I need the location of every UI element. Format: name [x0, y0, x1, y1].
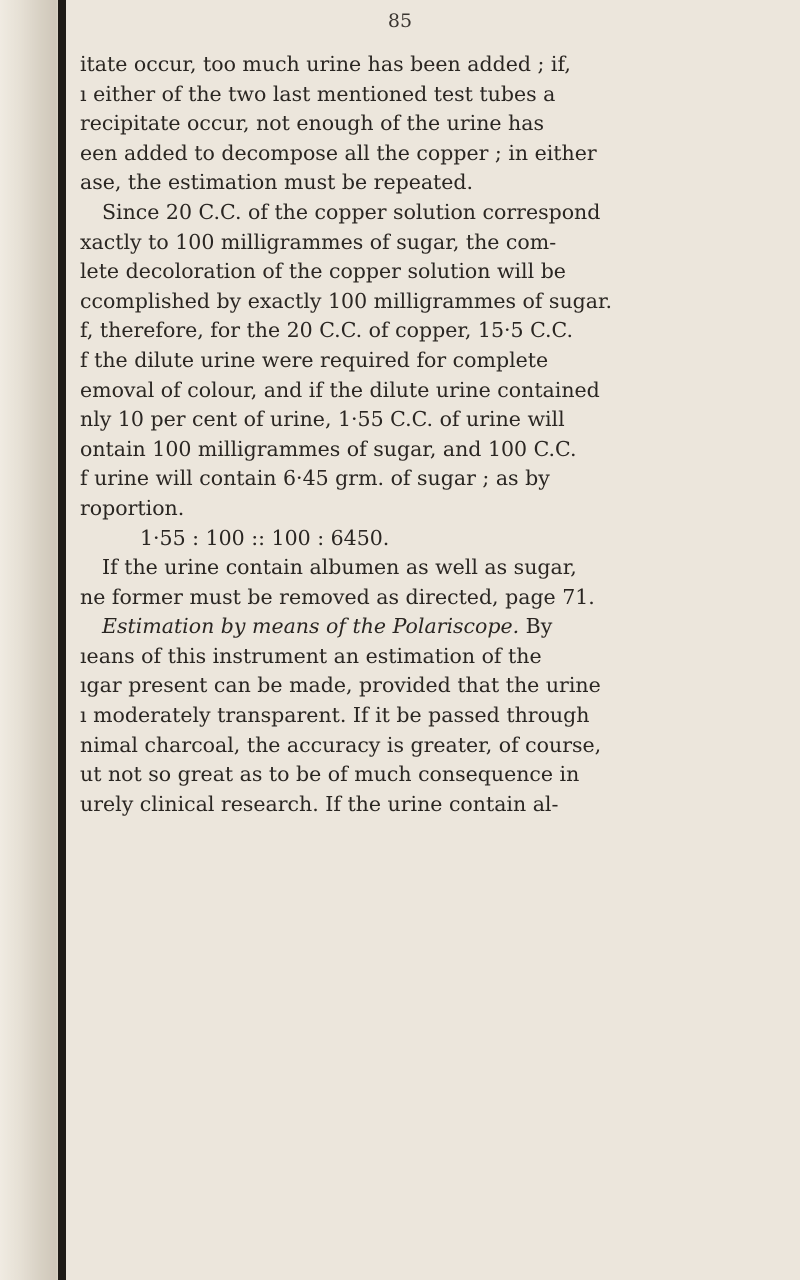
text-line: ne former must be removed as directed, page 71.: [80, 584, 595, 609]
body-text: [80, 50, 792, 819]
text-line: f, therefore, for the 20 C.C. of copper, 15·5 C.C.: [80, 318, 574, 343]
heading-tail: By: [519, 614, 553, 639]
text-line: itate occur, too much urine has been added ; if,: [80, 52, 571, 76]
text-line: ut not so great as to be of much consequence in: [80, 762, 580, 787]
text-line: nimal charcoal, the accuracy is greater, of course,: [80, 732, 602, 757]
section-heading: Estimation by means of the Polariscope.: [102, 614, 520, 639]
text-line: f the dilute urine were required for complete: [80, 347, 549, 372]
text-line: emoval of colour, and if the dilute urine contained: [80, 377, 600, 402]
text-line: ı either of the two last mentioned test tubes a: [80, 81, 556, 106]
text-line: ıgar present can be made, provided that the urine: [80, 673, 601, 698]
text-line: lete decoloration of the copper solution will be: [80, 259, 566, 284]
text-line: ontain 100 milligrammes of sugar, and 100 C.C.: [80, 436, 577, 461]
text-line: ıeans of this instrument an estimation of the: [80, 643, 542, 668]
text-line: een added to decompose all the copper ; in either: [80, 140, 597, 165]
text-line: nly 10 per cent of urine, 1·55 C.C. of urine will: [80, 407, 565, 432]
page-number: 85: [387, 10, 413, 32]
text-line: Since 20 C.C. of the copper solution correspond: [102, 199, 601, 224]
text-line: recipitate occur, not enough of the urine has: [80, 111, 544, 136]
polariscope-heading-line: [80, 612, 792, 642]
text-line: roportion.: [80, 495, 185, 520]
binding-edge: [58, 0, 66, 1280]
text-line: ase, the estimation must be repeated.: [80, 170, 474, 195]
text-line: If the urine contain albumen as well as sugar,: [102, 555, 577, 580]
text-line: ccomplished by exactly 100 milligrammes of sugar.: [80, 288, 613, 313]
text-line: ı moderately transparent. If it be passed through: [80, 703, 590, 728]
proportion-equation: 1·55 : 100 :: 100 : 6450.: [140, 525, 390, 550]
text-line: urely clinical research. If the urine contain al-: [80, 791, 559, 816]
text-line: xactly to 100 milligrammes of sugar, the com-: [80, 229, 557, 254]
page-gutter: [0, 0, 62, 1280]
text-line: f urine will contain 6·45 grm. of sugar ; as by: [80, 466, 550, 491]
